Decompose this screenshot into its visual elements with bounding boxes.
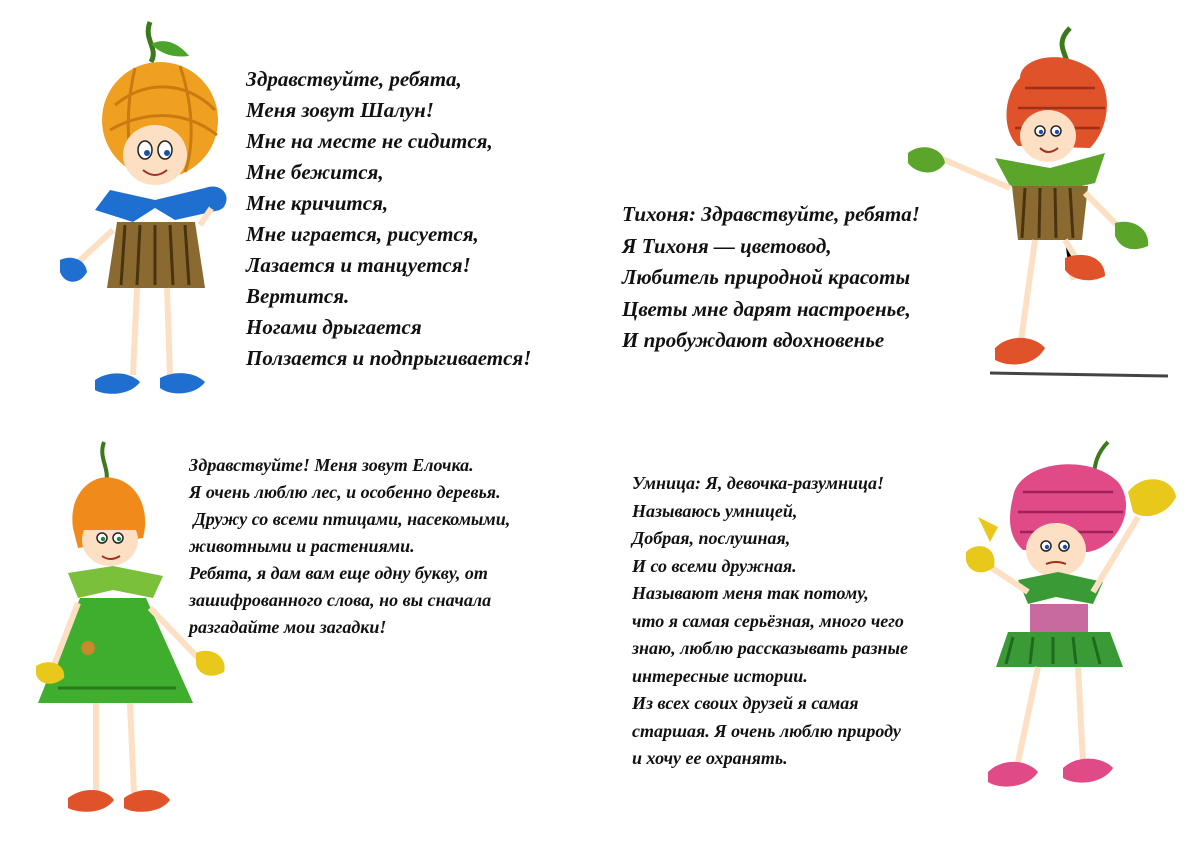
umnitsa-character-icon [938,432,1188,812]
text-line: Меня зовут Шалун! [246,98,434,122]
text-line: Ползается и подпрыгивается! [246,346,532,370]
text-line: и хочу ее охранять. [632,748,788,768]
text-line: Ногами дрыгается [246,315,422,339]
text-line: Мне играется, рисуется, [246,222,479,246]
text-line: Я очень люблю лес, и особенно деревья. [189,482,501,502]
text-line: Называют меня так потому, [632,583,869,603]
shalun-text [246,64,531,374]
text-line: Из всех своих друзей я самая [632,693,859,713]
elochka-text [189,452,510,641]
text-line: Добрая, послушная, [632,528,791,548]
text-line: Лазается и танцуется! [246,253,471,277]
text-line: Умница: Я, девочка-разумница! [632,473,885,493]
tikhonya-text [622,199,920,357]
text-line: Здравствуйте, ребята, [246,67,462,91]
text-line: Ребята, я дам вам еще одну букву, от [189,563,488,583]
text-line: Называюсь умницей, [632,500,798,521]
text-line: животными и растениями. [189,536,415,556]
text-line: Мне на месте не сидится, [246,129,493,153]
text-line: интересные истории. [632,665,808,686]
text-line: Вертится. [246,284,350,308]
text-line: И со всеми дружная. [632,555,797,576]
tikhonya-character-icon [900,18,1170,383]
text-line: Мне бежится, [246,160,384,184]
text-line: И пробуждают вдохновенье [622,328,885,352]
text-line: Мне кричится, [246,191,389,215]
text-line: Я Тихоня — цветовод, [622,233,832,258]
text-line: что я самая серьёзная, много чего [632,610,904,631]
text-line: Цветы мне дарят настроенье, [622,296,911,321]
shalun-character-icon [55,10,230,410]
umnitsa-text [632,470,908,773]
text-line: старшая. Я очень люблю природу [632,720,901,741]
text-line: Дружу со всеми птицами, насекомыми, [189,509,511,529]
text-line: Здравствуйте! Меня зовут Елочка. [189,455,474,475]
text-line: Любитель природной красоты [622,265,911,289]
text-line: Тихоня: Здравствуйте, ребята! [622,202,920,226]
text-line: зашифрованного слова, но вы сначала [189,590,492,610]
text-line: разгадайте мои загадки! [189,617,387,637]
text-line: знаю, люблю рассказывать разные [632,638,909,658]
